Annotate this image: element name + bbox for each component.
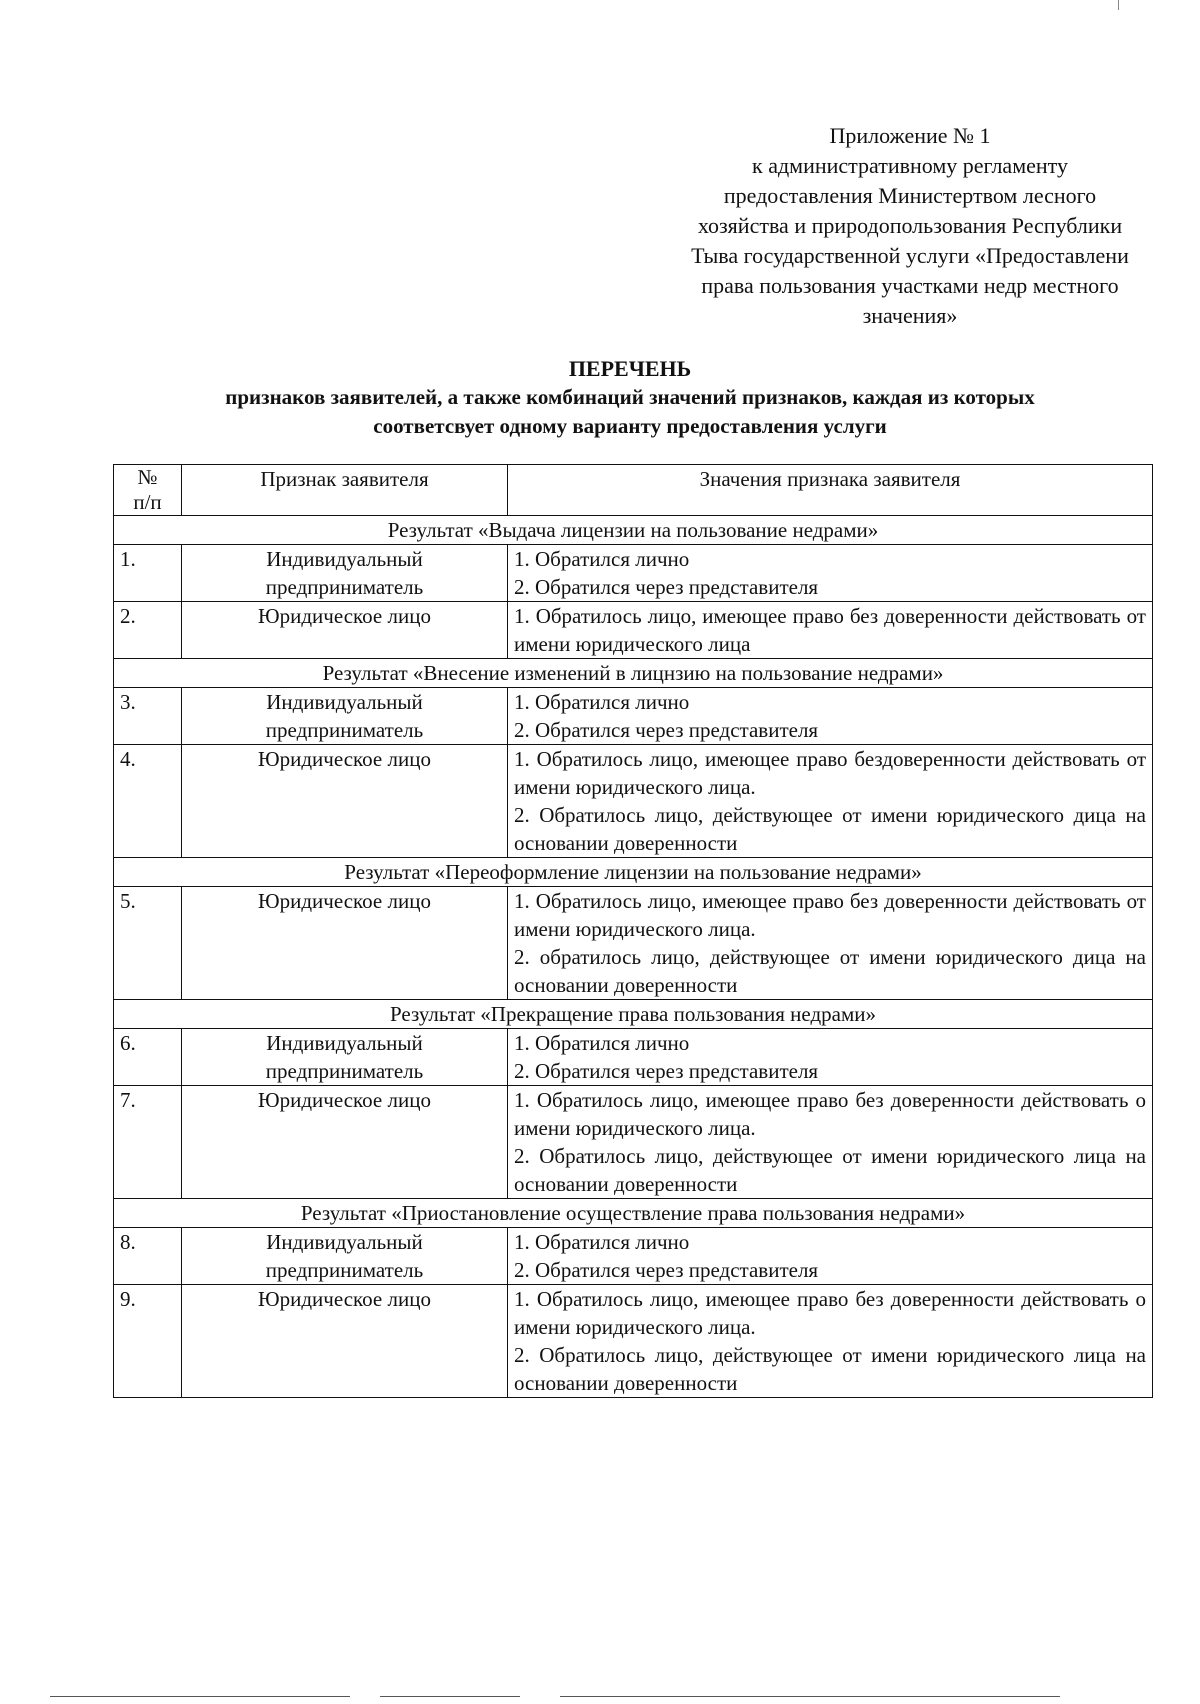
section-title: Результат «Переоформление лицензии на пользование недрами» <box>114 858 1153 887</box>
scan-edge-mark <box>1118 0 1119 10</box>
row-number: 7. <box>114 1086 182 1199</box>
attachment-line: предоставления Министертвом лесного <box>723 183 1097 208</box>
sign-value-item: 1. Обратился лично <box>514 1031 690 1055</box>
section-row <box>114 659 1153 688</box>
applicant-sign: Юридическое лицо <box>182 1086 508 1199</box>
applicant-signs-table <box>113 464 1153 1398</box>
subtitle-line: соответсвует одному варианту предоставления услуги <box>373 414 887 438</box>
sign-value-item: 1. Обратился лично <box>514 547 690 571</box>
row-number: 5. <box>114 887 182 1000</box>
sign-values <box>508 1086 1153 1199</box>
attachment-line: Приложение № 1 <box>829 123 991 148</box>
document-title: ПЕРЕЧЕНЬ <box>568 356 692 381</box>
sign-value-item: 1. Обратилось лицо, имеющее право без доверенности действовать от имени юридического лица <box>514 604 1146 656</box>
table-body <box>114 516 1153 1398</box>
scan-bottom-line <box>380 1696 520 1697</box>
attachment-line: к административному регламенту <box>752 153 1068 178</box>
section-row <box>114 1000 1153 1029</box>
sign-value-item: 2. Обратился через представителя <box>514 575 819 599</box>
table-row <box>114 688 1153 745</box>
sign-value-item: 1. Обратилось лицо, имеющее право без доверенности действовать о имени юридического лица. <box>514 1088 1146 1140</box>
header-values: Значения признака заявителя <box>508 465 1153 516</box>
applicant-sign: Юридическое лицо <box>182 887 508 1000</box>
sign-value-item: 2. обратилось лицо, действующее от имени юридического дица на основании доверенности <box>514 945 1146 997</box>
applicant-sign: Индивидуальный предприниматель <box>182 1029 508 1086</box>
attachment-line: хозяйства и природопользования Республики <box>697 213 1123 238</box>
section-row <box>114 516 1153 545</box>
table-row <box>114 887 1153 1000</box>
header-number <box>114 465 182 516</box>
attachment-line: значения» <box>862 303 958 328</box>
row-number: 8. <box>114 1228 182 1285</box>
attachment-note <box>665 121 1155 331</box>
sign-value-item: 2. Обратился через представителя <box>514 1258 819 1282</box>
row-number: 6. <box>114 1029 182 1086</box>
row-number: 1. <box>114 545 182 602</box>
sign-values <box>508 545 1153 602</box>
applicant-sign: Индивидуальный предприниматель <box>182 545 508 602</box>
table-row <box>114 1228 1153 1285</box>
row-number: 2. <box>114 602 182 659</box>
sign-value-item: 1. Обратилось лицо, имеющее право без доверенности действовать о имени юридического лица. <box>514 1287 1146 1339</box>
sign-values <box>508 745 1153 858</box>
sign-value-item: 2. Обратилось лицо, действующее от имени юридического лица на основании доверенности <box>514 1144 1146 1196</box>
section-title: Результат «Приостановление осуществление права пользования недрами» <box>114 1199 1153 1228</box>
section-title: Результат «Прекращение права пользования недрами» <box>114 1000 1153 1029</box>
table-row <box>114 745 1153 858</box>
document-subtitle <box>110 383 1150 441</box>
sign-value-item: 2. Обратилось лицо, действующее от имени юридического лица на основании доверенности <box>514 1343 1146 1395</box>
table-row <box>114 1086 1153 1199</box>
section-row <box>114 1199 1153 1228</box>
sign-value-item: 2. Обратился через представителя <box>514 1059 819 1083</box>
section-row <box>114 858 1153 887</box>
table-row <box>114 1285 1153 1398</box>
section-title: Результат «Выдача лицензии на пользование недрами» <box>114 516 1153 545</box>
table-row <box>114 602 1153 659</box>
scan-bottom-line <box>50 1696 350 1697</box>
row-number: 3. <box>114 688 182 745</box>
sign-value-item: 1. Обратился лично <box>514 690 690 714</box>
attachment-line: Тыва государственной услуги «Предоставлени <box>691 243 1129 268</box>
sign-value-item: 1. Обратилось лицо, имеющее право бездоверенности действовать от имени юридического лица. <box>514 747 1146 799</box>
sign-value-item: 2. Обратилось лицо, действующее от имени юридического дица на основании доверенности <box>514 803 1146 855</box>
applicant-sign: Индивидуальный предприниматель <box>182 688 508 745</box>
applicant-sign: Юридическое лицо <box>182 602 508 659</box>
table-header-row <box>114 465 1153 516</box>
sign-values <box>508 887 1153 1000</box>
section-title: Результат «Внесение изменений в лицнзию на пользование недрами» <box>114 659 1153 688</box>
scan-bottom-line <box>560 1696 1060 1697</box>
header-number-abbr: п/п <box>133 490 162 514</box>
sign-values <box>508 1228 1153 1285</box>
header-number-sign: № <box>137 465 158 489</box>
sign-values <box>508 1029 1153 1086</box>
applicant-sign: Индивидуальный предприниматель <box>182 1228 508 1285</box>
applicant-sign: Юридическое лицо <box>182 1285 508 1398</box>
table-row <box>114 1029 1153 1086</box>
sign-value-item: 1. Обратился лично <box>514 1230 690 1254</box>
row-number: 9. <box>114 1285 182 1398</box>
sign-value-item: 1. Обратилось лицо, имеющее право без доверенности действовать от имени юридического лица. <box>514 889 1146 941</box>
sign-value-item: 2. Обратился через представителя <box>514 718 819 742</box>
applicant-sign: Юридическое лицо <box>182 745 508 858</box>
header-sign: Признак заявителя <box>182 465 508 516</box>
sign-values <box>508 688 1153 745</box>
table-row <box>114 545 1153 602</box>
row-number: 4. <box>114 745 182 858</box>
sign-values <box>508 602 1153 659</box>
attachment-line: права пользования участками недр местного <box>701 273 1119 298</box>
subtitle-line: признаков заявителей, а также комбинаций значений признаков, каждая из которых <box>225 385 1035 409</box>
sign-values <box>508 1285 1153 1398</box>
